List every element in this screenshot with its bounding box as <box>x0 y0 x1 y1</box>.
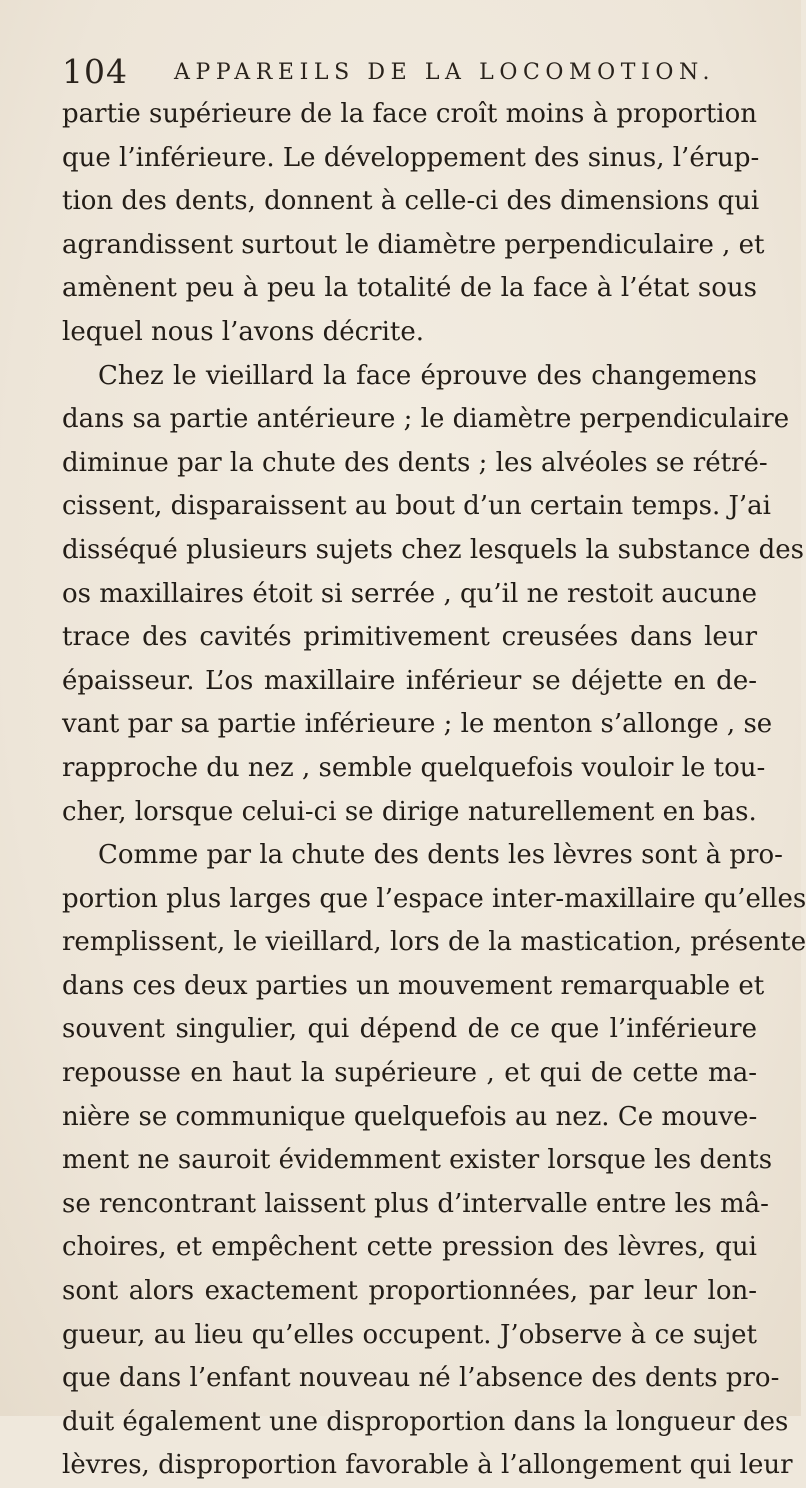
text-line: lèvres, disproportion favorable à l’allongement qui leur <box>62 1450 793 1481</box>
text-line: nière se communique quelquefois au nez. Ce mouve- <box>62 1101 758 1132</box>
body-text <box>62 93 806 1488</box>
text-line: duit également une disproportion dans la longueur des <box>62 1406 789 1437</box>
text-line: souvent singulier, qui dépend de ce que l’inférieure <box>62 1014 757 1045</box>
text-line: se rencontrant laissent plus d’intervalle entre les mâ- <box>62 1188 769 1219</box>
text-line: amènent peu à peu la totalité de la face à l’état sous <box>62 273 757 304</box>
text-line: vant par sa partie inférieure ; le menton s’allonge , se <box>62 709 773 740</box>
text-line: épaisseur. L’os maxillaire inférieur se déjette en de- <box>62 665 757 696</box>
text-line: portion plus larges que l’espace inter-maxillaire qu’elles <box>62 883 806 914</box>
text-line: remplissent, le vieillard, lors de la mastication, présente <box>62 927 806 958</box>
text-line: partie supérieure de la face croît moins à proportion <box>62 99 757 129</box>
text-line: dans ces deux parties un mouvement remarquable et <box>62 970 765 1001</box>
text-line: diminue par la chute des dents ; les alvéoles se rétré- <box>62 447 768 478</box>
text-line: agrandissent surtout le diamètre perpendiculaire , et <box>62 229 765 260</box>
text-line: sont alors exactement proportionnées, par leur lon- <box>62 1276 757 1307</box>
paragraph-start-line: Chez le vieillard la face éprouve des changemens <box>98 360 757 391</box>
text-line: disséqué plusieurs sujets chez lesquels la substance des <box>62 534 805 565</box>
text-line: que dans l’enfant nouveau né l’absence des dents pro- <box>62 1363 780 1394</box>
text-line: lequel nous l’avons décrite. <box>62 316 425 347</box>
text-line: dans sa partie antérieure ; le diamètre perpendiculaire <box>62 404 790 435</box>
text-line: os maxillaires étoit si serrée , qu’il ne restoit aucune <box>62 578 757 609</box>
text-line: repousse en haut la supérieure , et qui de cette ma- <box>62 1058 757 1089</box>
running-title: APPAREILS DE LA LOCOMOTION. <box>174 60 716 85</box>
text-line: choires, et empêchent cette pression des lèvres, qui <box>62 1232 757 1263</box>
text-line: tion des dents, donnent à celle-ci des dimensions qui <box>62 186 760 217</box>
text-line: cissent, disparaissent au bout d’un certain temps. J’ai <box>62 491 771 522</box>
text-line: rapproche du nez , semble quelquefois vouloir le tou- <box>62 752 766 783</box>
text-line: trace des cavités primitivement creusées dans leur <box>62 622 757 653</box>
paragraph-start-line: Comme par la chute des dents les lèvres sont à pro- <box>98 840 783 871</box>
text-line: ment ne sauroit évidemment exister lorsque les dents <box>62 1145 773 1176</box>
text-line: cher, lorsque celui-ci se dirige naturellement en bas. <box>62 796 757 827</box>
text-line: que l’inférieure. Le développement des sinus, l’érup- <box>62 142 760 173</box>
page-number: 104 <box>62 52 128 91</box>
running-head <box>62 52 752 92</box>
text-line: gueur, au lieu qu’elles occupent. J’observe à ce sujet <box>62 1319 757 1350</box>
